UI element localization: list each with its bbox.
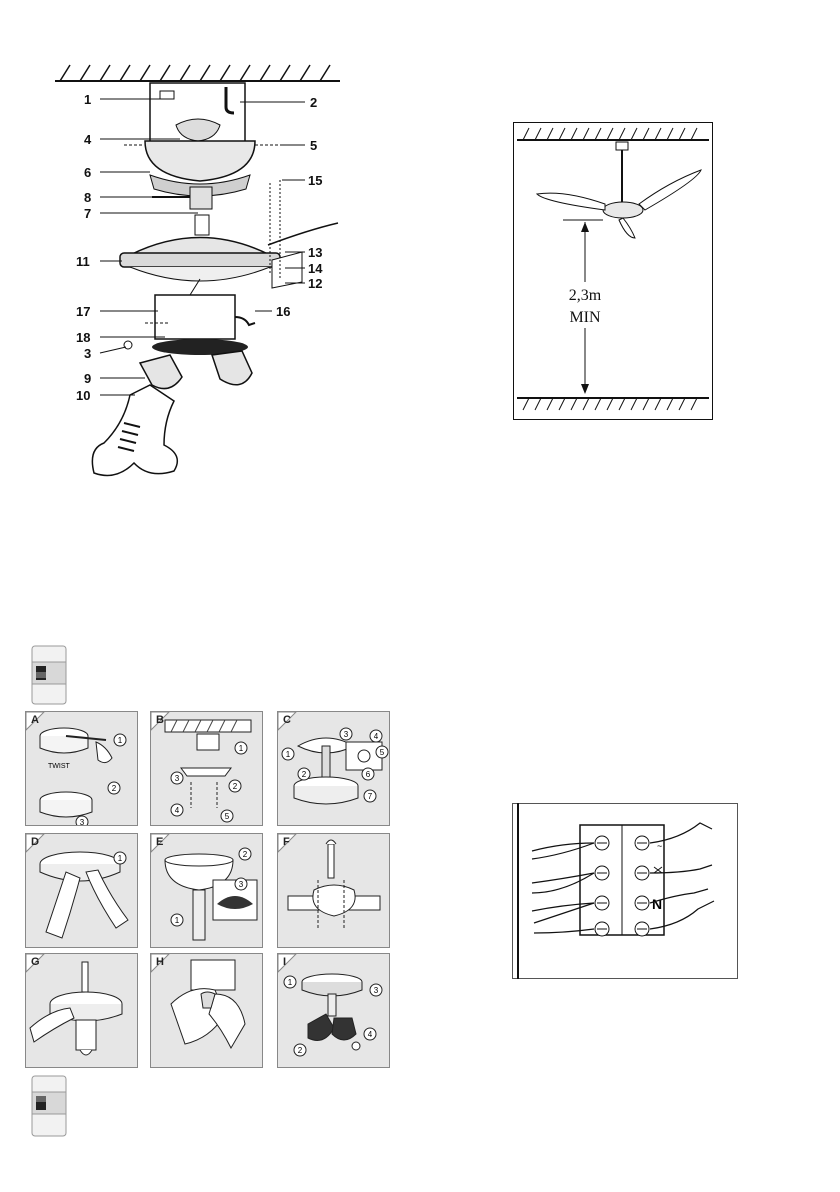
- step-c-num-5: 5: [379, 748, 385, 757]
- callout-2: 2: [310, 95, 318, 110]
- step-i-num-1: 1: [287, 978, 293, 987]
- step-i-letter: I: [283, 956, 287, 968]
- step-e-num-1: 1: [174, 916, 180, 925]
- height-min-label: MIN: [569, 309, 601, 326]
- step-panel-f: [277, 833, 390, 948]
- callout-4: 4: [84, 132, 92, 147]
- lamp-holder-right: [212, 351, 252, 385]
- step-f-letter: F: [283, 836, 290, 848]
- step-panel-b: [150, 711, 263, 826]
- callout-7: 7: [84, 206, 92, 221]
- callout-16: 16: [276, 304, 291, 319]
- height-frame: [514, 123, 713, 420]
- bracket-screw: [160, 91, 174, 99]
- callout-1: 1: [84, 92, 92, 107]
- step-panel-h: [150, 953, 263, 1068]
- lamp-holder-left: [140, 355, 182, 389]
- step-d-letter: D: [31, 836, 39, 848]
- step-c-num-6: 6: [365, 770, 371, 779]
- step-a-letter: A: [31, 714, 39, 726]
- fan-canopy: [616, 142, 628, 150]
- callout-13: 13: [308, 245, 323, 260]
- step-c-num-7: 7: [367, 792, 373, 801]
- glass-shade: [92, 385, 177, 475]
- step-g-letter: G: [31, 956, 40, 968]
- step-panel-d: [25, 833, 138, 948]
- step-panel-c: [277, 711, 390, 826]
- step-e-letter: E: [156, 836, 164, 848]
- circuit-breaker-off-icon: [28, 644, 72, 706]
- step-e-num-3: 3: [238, 880, 244, 889]
- step-a-num-1: 1: [117, 736, 123, 745]
- downrod: [195, 215, 209, 235]
- switch-housing: [155, 295, 235, 339]
- exploded-view-diagram: [40, 55, 370, 495]
- step-e-num-2: 2: [242, 850, 248, 859]
- step-i-num-4: 4: [367, 1030, 373, 1039]
- step-b-num-4: 4: [174, 806, 180, 815]
- callout-9: 9: [84, 371, 92, 386]
- pull-chain: [235, 317, 255, 325]
- step-c-num-2: 2: [301, 770, 307, 779]
- step-i-num-2: 2: [297, 1046, 303, 1055]
- circuit-breaker-on-icon: [28, 1074, 72, 1138]
- step-b-num-2: 2: [232, 782, 238, 791]
- callout-5: 5: [310, 138, 318, 153]
- blade-arm: [268, 223, 338, 245]
- step-panel-a: [25, 711, 138, 826]
- callout-11: 11: [76, 254, 90, 269]
- step-a-num-3: 3: [79, 818, 85, 827]
- step-c-letter: C: [283, 714, 291, 726]
- step-h-letter: H: [156, 956, 164, 968]
- callout-12: 12: [308, 276, 323, 291]
- callout-3: 3: [84, 346, 92, 361]
- fan-motor: [603, 202, 643, 218]
- height-value: 2,3m: [568, 287, 602, 304]
- step-b-num-3: 3: [174, 774, 180, 783]
- callout-15: 15: [308, 173, 323, 188]
- terminal-block-diagram: [512, 803, 738, 979]
- step-panel-g: [25, 953, 138, 1068]
- step-b-num-5: 5: [224, 812, 230, 821]
- step-a-num-2: 2: [111, 784, 117, 793]
- downrod-top: [190, 187, 212, 209]
- step-c-num-1: 1: [285, 750, 291, 759]
- motor-bottom: [130, 267, 270, 281]
- callout-18: 18: [76, 330, 91, 345]
- mounting-height-diagram: [513, 122, 713, 420]
- step-c-num-4: 4: [373, 732, 379, 741]
- small-screw: [124, 341, 132, 349]
- motor-ring: [120, 253, 280, 267]
- callout-17: 17: [76, 304, 91, 319]
- step-panel-e: [150, 833, 263, 948]
- terminal-label-n: N: [652, 896, 663, 912]
- canopy: [145, 141, 255, 181]
- step-b-letter: B: [156, 714, 164, 726]
- terminal-symbol-l: ~: [657, 841, 663, 851]
- step-panel-i: [277, 953, 390, 1068]
- callout-6: 6: [84, 165, 92, 180]
- ceiling-hatch: [60, 65, 330, 81]
- step-d-num-1: 1: [117, 854, 123, 863]
- step-c-num-3: 3: [343, 730, 349, 739]
- callout-10: 10: [76, 388, 91, 403]
- step-b-num-1: 1: [238, 744, 244, 753]
- callout-8: 8: [84, 190, 92, 205]
- callout-14: 14: [308, 261, 323, 276]
- step-a-twist-label: TWIST: [48, 763, 70, 770]
- step-i-num-3: 3: [373, 986, 379, 995]
